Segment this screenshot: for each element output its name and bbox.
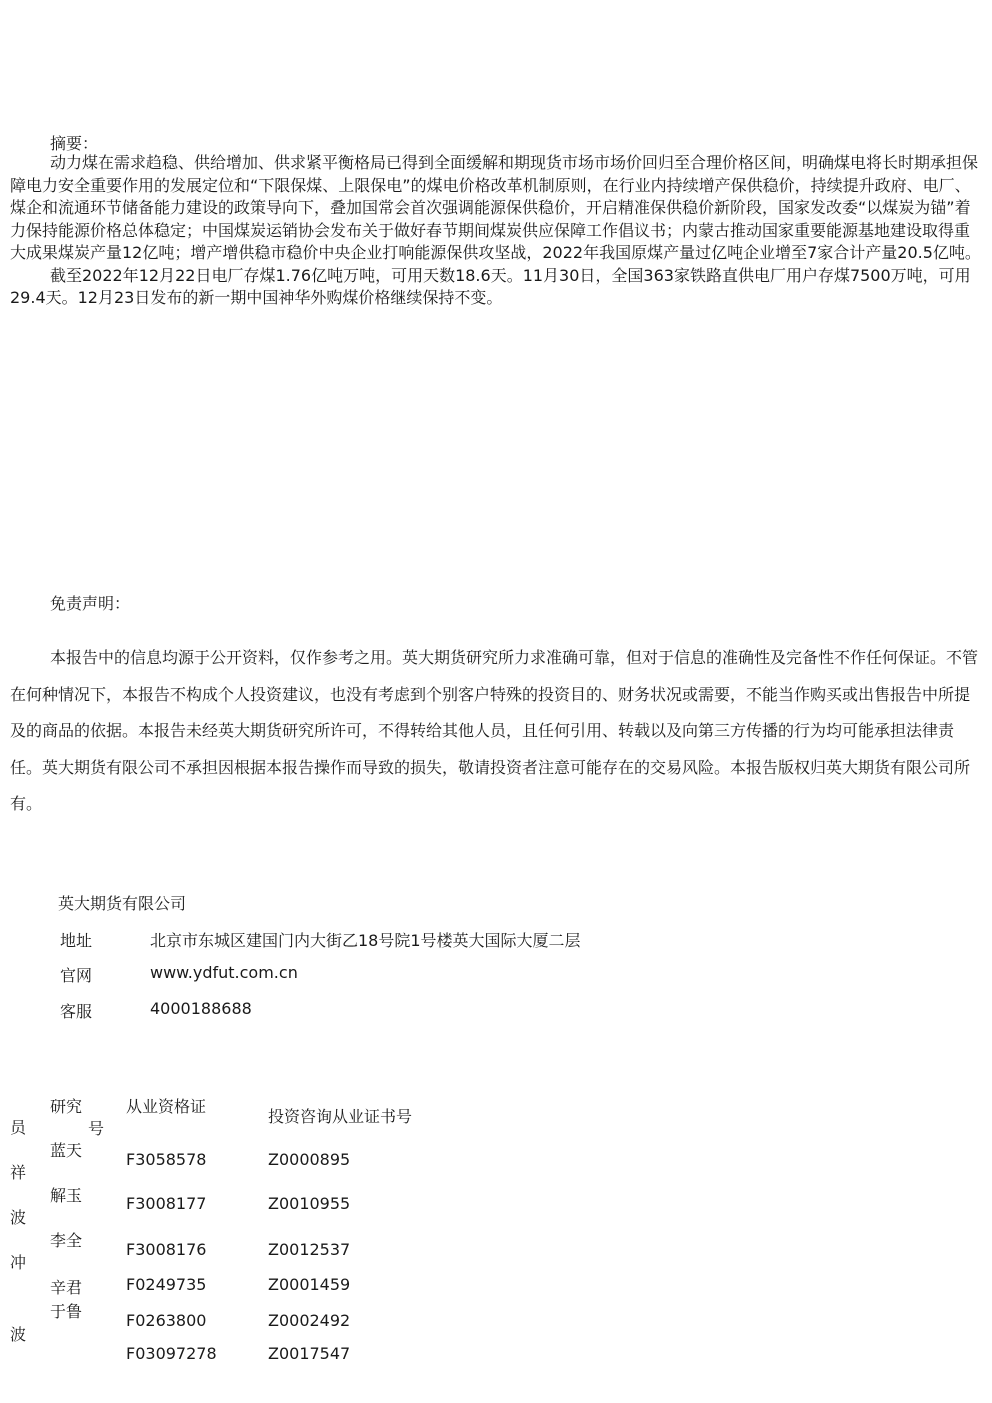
researcher-name-wrap: 波 <box>10 1325 27 1344</box>
researcher-name: 于鲁 <box>50 1302 83 1321</box>
summary-paragraph-1: 动力煤在需求趋稳、供给增加、供求紧平衡格局已得到全面缓解和期现货市场市场价回归至合理价格区间，明确煤电将长时期承担保障电力安全重要作用的发展定位和“下限保煤、上限保电”的煤电价格改革机制原则，在行业内持续增产保供稳价，持续提升政府、电厂、煤企和流通环节储备能力建设的政策导向下，叠加国常会首次强调能源保供稳价，开启精准保供稳价新阶段，国家发改委“以煤炭为锚”着力保持能源价格总体稳定；中国煤炭运销协会发布关于做好春节期间煤炭供应保障工作倡议书；内蒙古推动国家重要能源基地建设取得重大成果煤炭产量12亿吨；增产增供稳市稳价中央企业打响能源保供攻坚战，2022年我国原煤产量过亿吨企业增至7家合计产量20.5亿吨。 <box>10 153 981 262</box>
header-qualification-line1: 从业资格证 <box>126 1097 207 1116</box>
consulting-number: Z0000895 <box>268 1150 351 1169</box>
service-phone: 4000188688 <box>150 999 252 1018</box>
disclaimer-section <box>10 640 985 823</box>
summary-paragraph-2: 截至2022年12月22日电厂存煤1.76亿吨万吨，可用天数18.6天。11月30日，全国363家铁路直供电厂用户存煤7500万吨，可用29.4天。12月23日发布的新一期中国神华外购煤价格继续保持不变。 <box>10 265 971 307</box>
qualification-number: F0249735 <box>126 1275 207 1294</box>
researcher-name: 李全 <box>50 1231 83 1250</box>
researcher-name: 辛君 <box>50 1278 83 1297</box>
qualification-number: F03097278 <box>126 1344 217 1363</box>
qualification-number: F3058578 <box>126 1150 207 1169</box>
address-value: 北京市东城区建国门内大街乙18号院1号楼英大国际大厦二层 <box>150 931 581 950</box>
researcher-name: 解玉 <box>50 1186 83 1205</box>
website-label: 官网 <box>60 966 93 985</box>
address-label: 地址 <box>60 931 93 950</box>
header-researcher-line2: 员 <box>10 1118 27 1137</box>
disclaimer-title: 免责声明： <box>50 594 131 613</box>
researcher-name-wrap: 波 <box>10 1208 27 1227</box>
qualification-number: F0263800 <box>126 1311 207 1330</box>
consulting-number: Z0010955 <box>268 1194 351 1213</box>
qualification-number: F3008176 <box>126 1240 207 1259</box>
summary-section <box>10 152 985 310</box>
researcher-name-wrap: 祥 <box>10 1163 27 1182</box>
service-label: 客服 <box>60 1002 93 1021</box>
summary-title: 摘要： <box>50 134 99 153</box>
consulting-number: Z0012537 <box>268 1240 351 1259</box>
qualification-number: F3008177 <box>126 1194 207 1213</box>
researcher-name-wrap: 冲 <box>10 1253 27 1272</box>
header-consulting: 投资咨询从业证书号 <box>268 1107 413 1126</box>
consulting-number: Z0001459 <box>268 1275 351 1294</box>
header-qualification-line2: 号 <box>88 1119 105 1138</box>
disclaimer-paragraph: 本报告中的信息均源于公开资料，仅作参考之用。英大期货研究所力求准确可靠，但对于信息的准确性及完备性不作任何保证。不管在何种情况下，本报告不构成个人投资建议，也没有考虑到个别客户特殊的投资目的、财务状况或需要，不能当作购买或出售报告中所提及的商品的依据。本报告未经英大期货研究所许可，不得转给其他人员，且任何引用、转载以及向第三方传播的行为均可能承担法律责任。英大期货有限公司不承担因根据本报告操作而导致的损失，敬请投资者注意可能存在的交易风险。本报告版权归英大期货有限公司所有。 <box>10 648 979 813</box>
consulting-number: Z0017547 <box>268 1344 351 1363</box>
website-link[interactable]: www.ydfut.com.cn <box>150 963 298 982</box>
consulting-number: Z0002492 <box>268 1311 351 1330</box>
header-researcher-line1: 研究 <box>50 1097 83 1116</box>
company-name: 英大期货有限公司 <box>58 894 187 913</box>
researcher-name: 蓝天 <box>50 1141 83 1160</box>
